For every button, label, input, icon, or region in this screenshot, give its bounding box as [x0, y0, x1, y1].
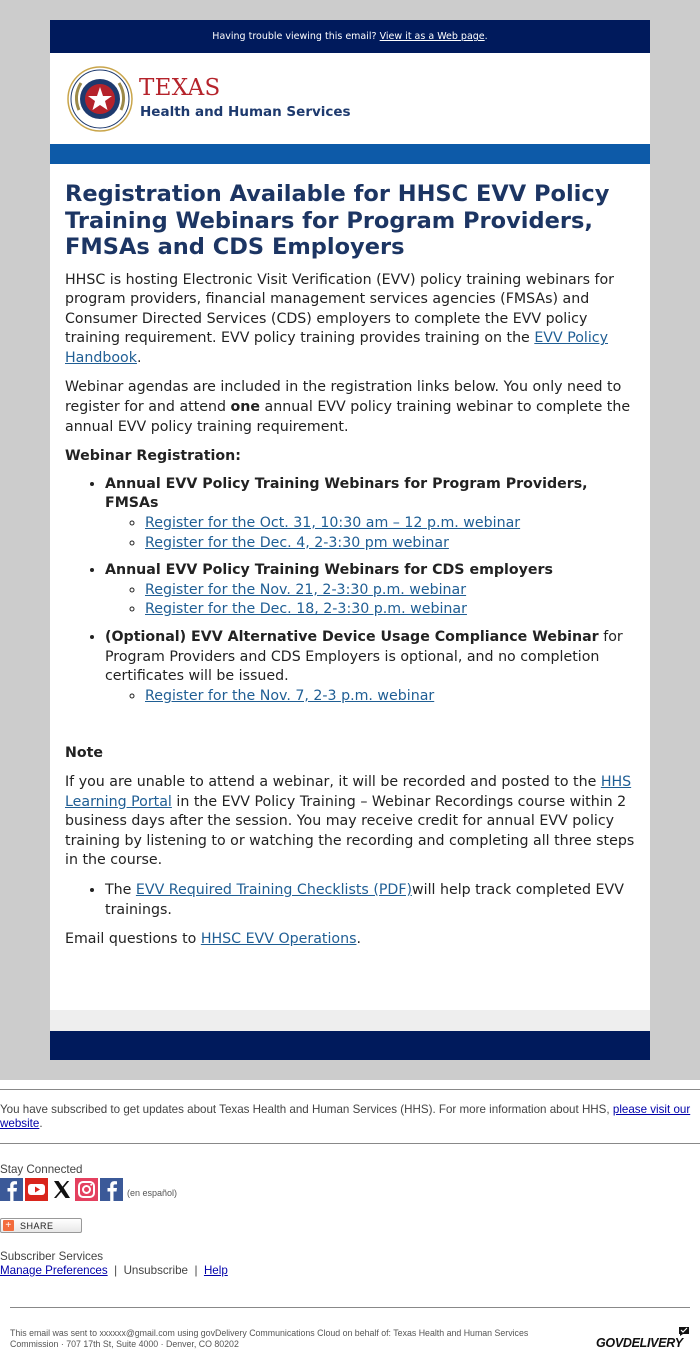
email-card [50, 20, 650, 1060]
govdelivery-flag-icon [679, 1327, 689, 1336]
govdelivery-logo: GOVDELIVERY [596, 1336, 683, 1350]
webinar-group-cds: • Annual EVV Policy Training Webinars for CDS employers ◦ Register for the Nov. 21, 2-3:30 p.m. webinar ◦ Register for the Dec. 18, 2-3:30 p.m. webinar [105, 561, 635, 620]
agenda-paragraph: Webinar agendas are included in the registration links below. You only need to register for and attend one annual EVV policy training webinar to complete the annual EVV policy training requirement. [65, 379, 631, 435]
note-heading: Note [65, 745, 104, 762]
hhsc-evv-operations-link[interactable]: HHSC EVV Operations [200, 931, 357, 948]
manage-preferences-link[interactable]: Manage Preferences [0, 1264, 108, 1277]
subscription-notice: You have subscribed to get updates about Texas Health and Human Services (HHS). For more information about HHS, please visit our website. [0, 1103, 691, 1130]
logo-texas-text: TEXAS [139, 75, 221, 101]
divider [10, 1307, 690, 1308]
note-paragraph: If you are unable to attend a webinar, it will be recorded and posted to the HHS Learning Portal in the EVV Policy Training – Webinar Recordings course within 2 business days after the session. You may receive credit for annual EVV policy training by listening to or watching the recording and completing all three steps in the course. [65, 773, 635, 869]
share-button[interactable] [0, 1218, 82, 1233]
share-label: SHARE [20, 1220, 54, 1231]
help-link[interactable]: Help [203, 1264, 228, 1277]
instagram-icon[interactable] [75, 1178, 98, 1201]
view-web-page-link[interactable]: View it as a Web page [379, 31, 485, 42]
training-checklists-link[interactable]: EVV Required Training Checklists (PDF) [135, 881, 413, 898]
facebook-espanol-icon[interactable] [100, 1178, 123, 1201]
social-links [0, 1177, 177, 1201]
unsubscribe-link[interactable]: Unsubscribe [123, 1264, 189, 1277]
espanol-label: (en español) [127, 1188, 178, 1198]
evv-policy-handbook-link[interactable]: EVV Policy Handbook [65, 330, 609, 366]
article-body [50, 164, 650, 950]
header-band [50, 144, 650, 164]
x-icon[interactable] [50, 1178, 73, 1201]
divider [0, 1143, 700, 1144]
webinar-group-providers: • Annual EVV Policy Training Webinars for Program Providers, FMSAs ◦ Register for the Oct. 31, 10:30 am – 12 p.m. webinar ◦ Register for the Dec. 4, 2-3:30 pm webinar [105, 475, 635, 553]
register-oct-31-link[interactable]: Register for the Oct. 31, 10:30 am – 12 p.m. webinar [145, 515, 521, 532]
view-online-bar: Having trouble viewing this email? View it as a Web page . [50, 20, 650, 53]
trouble-text: Having trouble viewing this email? [212, 31, 377, 42]
register-dec-4-link[interactable]: Register for the Dec. 4, 2-3:30 pm webinar [145, 534, 449, 551]
email-questions: Email questions to HHSC EVV Operations. [65, 931, 361, 948]
intro-paragraph: HHSC is hosting Electronic Visit Verification (EVV) policy training webinars for program providers, financial management services agencies (FMSAs) and Consumer Directed Services (CDS) employers to complete the EVV policy training requirement. EVV policy training provides training on the EVV Policy Handbook. [65, 271, 614, 366]
facebook-icon[interactable] [0, 1178, 23, 1201]
webinar-list [65, 475, 635, 707]
registration-heading: Webinar Registration: [65, 448, 241, 465]
checklist-list: • The EVV Required Training Checklists (PDF)will help track completed EVV trainings. [65, 881, 635, 920]
divider [0, 1089, 700, 1090]
youtube-icon[interactable] [25, 1178, 48, 1201]
footer-gray-strip [50, 1010, 650, 1031]
stay-connected-label: Stay Connected [0, 1163, 83, 1176]
texas-seal-icon [67, 66, 133, 132]
register-nov-21-link[interactable]: Register for the Nov. 21, 2-3:30 p.m. webinar [145, 581, 467, 598]
plus-icon: + [3, 1220, 14, 1231]
disclaimer-text: This email was sent to xxxxxx@gmail.com using govDelivery Communications Cloud on behalf of: Texas Health and Human Services Commission · 707 17th St, Suite 4000 · Denver, CO 80202 [10, 1328, 529, 1349]
webinar-group-optional: • (Optional) EVV Alternative Device Usage Compliance Webinar for Program Providers and CDS Employers is optional, and no completion certificates will be issued. ◦ Register for the Nov. 7, 2-3 p.m. webinar [105, 628, 635, 706]
visit-website-link[interactable]: please visit our website [0, 1103, 691, 1130]
hhs-learning-portal-link[interactable]: HHS Learning Portal [65, 773, 632, 810]
logo-subtitle: Health and Human Services [140, 104, 351, 120]
subscriber-services: Subscriber Services Manage Preferences | Unsubscribe | Help [0, 1250, 228, 1277]
subscriber-services-label: Subscriber Services [0, 1250, 104, 1263]
footer-navy-band [50, 1031, 650, 1060]
hhs-logo [50, 53, 650, 144]
register-dec-18-link[interactable]: Register for the Dec. 18, 2-3:30 p.m. webinar [145, 601, 467, 618]
register-nov-7-link[interactable]: Register for the Nov. 7, 2-3 p.m. webinar [145, 687, 435, 704]
article-title: Registration Available for HHSC EVV Policy Training Webinars for Program Providers, FMSAs and CDS Employers [65, 181, 610, 260]
